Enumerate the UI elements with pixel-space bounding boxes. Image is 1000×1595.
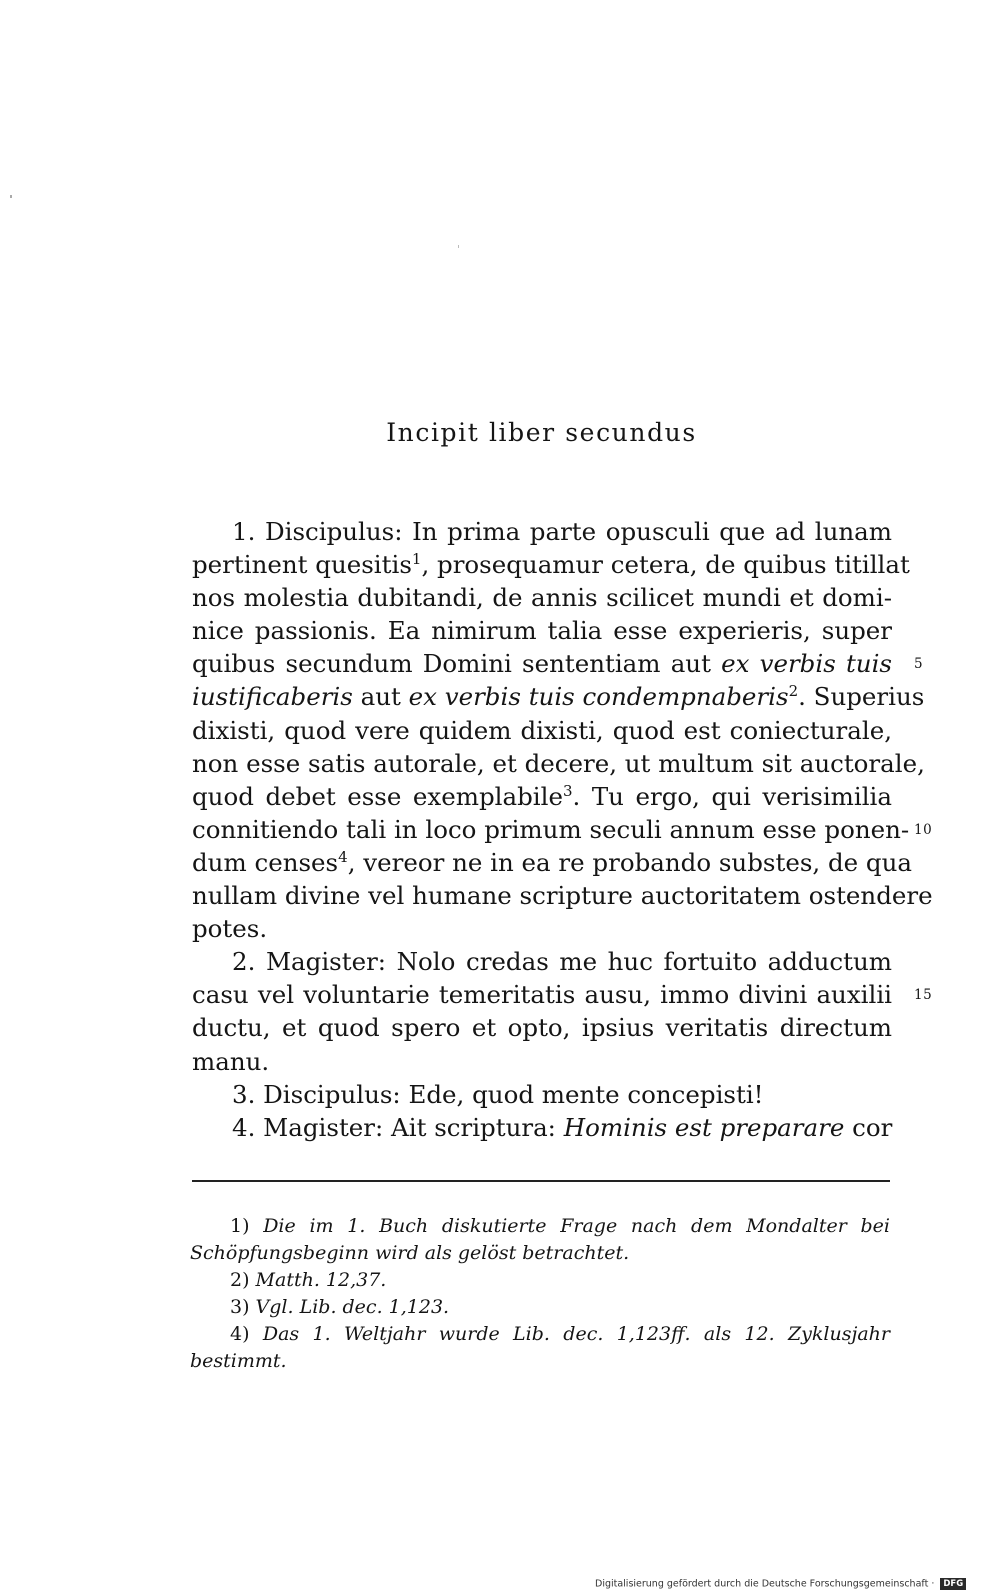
digitization-credit (595, 1578, 966, 1590)
text-run: aut (352, 682, 409, 712)
text-line (192, 515, 892, 548)
italic-run: Vgl. Lib. dec. 1,123. (255, 1296, 450, 1318)
footnote-line (190, 1240, 890, 1267)
line-number: 10 (914, 821, 933, 838)
text-run: 3) (230, 1296, 256, 1318)
text-run: dixisti, quod vere quidem dixisti, quod est coniecturale, (192, 715, 892, 745)
text-run: nice passionis. Ea nimirum talia esse experieris, super (192, 616, 892, 646)
footnote-line (190, 1348, 890, 1375)
text-run: 3. Discipulus: Ede, quod mente concepisti! (232, 1079, 764, 1109)
footnote-line (190, 1213, 890, 1240)
text-line (192, 548, 910, 581)
footnote-line-text (190, 1267, 890, 1294)
text-line-text (192, 978, 892, 1011)
text-line-text (192, 614, 892, 647)
text-line (192, 614, 892, 647)
text-run: potes. (192, 914, 268, 944)
text-line (192, 978, 933, 1011)
text-line (192, 780, 892, 813)
text-run: 1) (230, 1215, 264, 1237)
text-line (192, 1011, 892, 1044)
footnotes-block (190, 1213, 890, 1375)
text-line-text (192, 647, 892, 680)
footnote-line-text (190, 1348, 890, 1375)
italic-run: Matth. 12,37. (255, 1269, 387, 1291)
text-line-text (192, 912, 892, 945)
text-run: . Superius (798, 682, 925, 712)
footnote-ref: 4 (338, 847, 348, 866)
text-run: , vereor ne in ea re probando substes, de qua (347, 847, 913, 877)
italic-run: iustificaberis (192, 682, 353, 712)
text-run: 4. Magister: Ait scriptura: (232, 1112, 564, 1142)
text-line (192, 1078, 892, 1111)
footnote-line-text (190, 1294, 890, 1321)
line-number: 5 (914, 656, 924, 673)
text-line-text (192, 1011, 892, 1044)
footnote-ref: 3 (562, 781, 573, 800)
text-line (192, 647, 924, 680)
text-line (192, 1111, 892, 1144)
text-line-text (192, 1078, 892, 1111)
footnote-line-text (190, 1213, 890, 1240)
digitization-credit-text: Digitalisierung gefördert durch die Deutsche Forschungsgemeinschaft · (595, 1578, 935, 1590)
text-run: quod debet esse exemplabile (192, 781, 563, 811)
line-number: 15 (914, 987, 933, 1004)
text-run: quibus secundum Domini sententiam aut (192, 649, 722, 679)
main-text-block (192, 515, 933, 1144)
text-line-text (192, 680, 925, 713)
text-line-text (192, 813, 910, 846)
text-line-text (192, 780, 892, 813)
text-run: connitiendo tali in loco primum seculi annum esse ponen- (192, 814, 910, 844)
footnote-line-text (190, 1321, 890, 1348)
footnote-line (190, 1294, 890, 1321)
book-heading: Incipit liber secundus (386, 418, 697, 447)
footnote-ref: 2 (788, 682, 799, 701)
footnote-separator-rule (192, 1180, 890, 1182)
text-run: 4) (230, 1323, 263, 1345)
footnote-ref: 1 (411, 550, 422, 569)
text-run: 2. Magister: Nolo credas me huc fortuito adductum (232, 947, 892, 977)
text-line (192, 879, 933, 912)
text-line-text (192, 714, 892, 747)
text-run: ductu, et quod spero et opto, ipsius veritatis directum (192, 1013, 892, 1043)
scan-speck (10, 195, 12, 198)
footnote-line-text (190, 1240, 890, 1267)
text-line-text (192, 581, 892, 614)
text-line-text (192, 846, 913, 879)
text-run: . Tu ergo, qui verisimilia (572, 781, 893, 811)
text-line-text (192, 1111, 892, 1144)
text-run: 1. Discipulus: In prima parte opusculi que ad lunam (232, 517, 892, 546)
dfg-logo: DFG (940, 1578, 966, 1590)
text-line (192, 581, 892, 614)
italic-run: ex verbis tuis condempnaberis (408, 682, 789, 712)
italic-run: bestimmt. (190, 1350, 287, 1372)
text-run: nos molestia dubitandi, de annis scilicet mundi et domi- (192, 583, 892, 613)
text-line (192, 846, 913, 879)
text-line-text (192, 879, 933, 912)
text-line (192, 1045, 892, 1078)
text-run: casu vel voluntarie temeritatis ausu, immo divini auxilii (192, 980, 892, 1010)
text-line (192, 680, 925, 713)
text-line (192, 912, 892, 945)
text-line (192, 945, 892, 978)
text-run: nullam divine vel humane scripture auctoritatem ostendere (192, 881, 933, 911)
italic-run: ex verbis tuis (721, 649, 892, 679)
text-line-text (192, 515, 892, 548)
italic-run: Das 1. Weltjahr wurde Lib. dec. 1,123ff. als 12. Zyklusjahr (262, 1323, 891, 1345)
italic-run: Die im 1. Buch diskutierte Frage nach dem Mondalter bei (263, 1215, 890, 1237)
text-run: manu. (192, 1046, 270, 1076)
text-run: non esse satis autorale, et decere, ut multum sit auctorale, (192, 748, 925, 778)
text-run: 2) (230, 1269, 256, 1291)
text-line-text (192, 1045, 892, 1078)
footnote-line (190, 1267, 890, 1294)
text-run: dum censes (192, 847, 339, 877)
text-run: cor (844, 1112, 893, 1142)
text-line (192, 813, 933, 846)
italic-run: Hominis est preparare (563, 1112, 845, 1142)
scan-speck (458, 245, 459, 248)
text-line-text (192, 548, 910, 581)
text-line-text (192, 945, 892, 978)
footnote-line (190, 1321, 890, 1348)
text-run: , prosequamur cetera, de quibus titillat (421, 550, 910, 580)
text-line-text (192, 747, 925, 780)
text-line (192, 714, 892, 747)
text-line (192, 747, 925, 780)
text-run: pertinent quesitis (192, 550, 412, 580)
italic-run: Schöpfungsbeginn wird als gelöst betrachtet. (190, 1242, 630, 1264)
